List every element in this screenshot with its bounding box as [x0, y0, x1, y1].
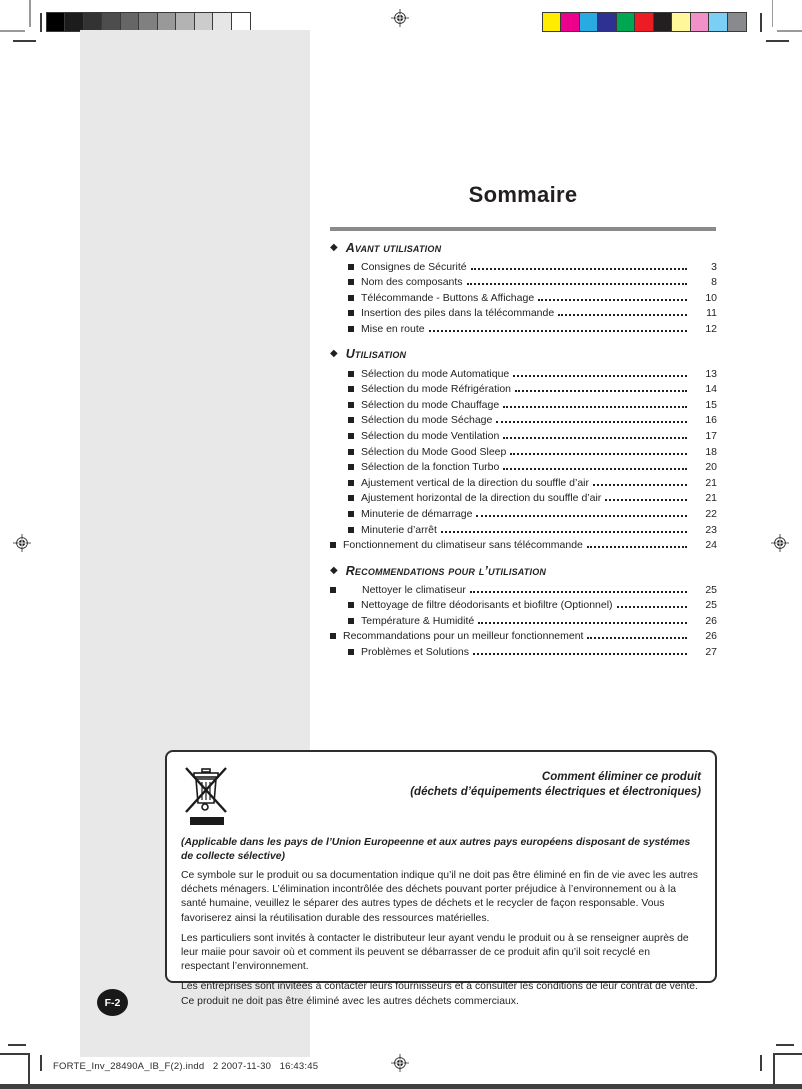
calibration-swatch	[231, 12, 251, 32]
square-bullet-icon	[348, 495, 354, 501]
diamond-bullet-icon: ◆	[330, 241, 338, 253]
toc-item	[330, 427, 717, 443]
square-bullet-icon	[348, 480, 354, 486]
calibration-swatch	[616, 12, 636, 32]
toc-item	[330, 521, 717, 537]
toc-item-label: Consignes de Sécurité	[361, 260, 467, 273]
footer-filename: FORTE_Inv_28490A_IB_F(2).indd 2 2007-11-30 16:43:45	[53, 1061, 319, 1072]
toc-item	[330, 597, 717, 613]
toc-item-label: Sélection du mode Séchage	[361, 414, 493, 427]
dotted-leader	[515, 390, 687, 392]
crop-mark	[8, 1044, 26, 1046]
crop-mark	[777, 30, 802, 32]
toc-item	[330, 381, 717, 397]
dotted-leader	[503, 468, 687, 470]
toc-item	[330, 365, 717, 381]
toc-item	[330, 258, 717, 274]
toc-section-title: Avant utilisation	[345, 240, 442, 255]
toc-section	[330, 240, 717, 336]
toc-section-heading	[330, 347, 717, 362]
weee-header	[181, 760, 701, 830]
toc-item	[330, 537, 717, 553]
toc-item-label: Sélection du mode Automatique	[361, 367, 510, 380]
toc-item-label: Sélection du Mode Good Sleep	[361, 445, 507, 458]
toc-item	[330, 320, 717, 336]
dotted-leader	[503, 437, 687, 439]
toc-item-label: Nettoyage de filtre déodorisants et biofiltre (Optionnel)	[361, 599, 613, 612]
registration-mark-icon	[391, 9, 409, 27]
calibration-swatch	[83, 12, 103, 32]
toc-item-label: Sélection du mode Chauffage	[361, 398, 500, 411]
calibration-swatch	[653, 12, 673, 32]
toc-item-label: Ajustement horizontal de la direction du souffle d’air	[361, 492, 602, 505]
crop-mark	[776, 1044, 794, 1046]
dotted-leader	[470, 591, 687, 593]
toc-item-page: 25	[705, 583, 717, 596]
square-bullet-icon	[348, 402, 354, 408]
toc-item-page: 15	[705, 398, 717, 411]
square-bullet-icon	[348, 602, 354, 608]
calibration-swatch	[634, 12, 654, 32]
diamond-bullet-icon: ◆	[330, 348, 338, 360]
calibration-swatch	[194, 12, 214, 32]
diamond-bullet-icon: ◆	[330, 564, 338, 576]
registration-mark-icon	[13, 534, 31, 552]
square-bullet-icon	[348, 433, 354, 439]
toc-item-label: Minuterie d’arrêt	[361, 523, 437, 536]
toc-item-label: Fonctionnement du climatiseur sans télécommande	[343, 539, 583, 552]
weee-paragraph: Ce symbole sur le produit ou sa documentation indique qu’il ne doit pas être éliminé en fin de vie avec les autres déchets ménagers. L’élimination incontrôlée des déchets pouvant porter préjudice à l’environnement ou à la santé humaine, veuillez le séparer des autres types de déchets et le recycler de façon responsable. Vous favoriserez ainsi la réutilisation durable des ressources matérielles.	[181, 870, 698, 924]
toc-item	[330, 581, 717, 597]
toc-item-page: 22	[705, 507, 717, 520]
registration-mark-icon	[391, 1054, 409, 1072]
dotted-leader	[587, 546, 687, 548]
calibration-swatch	[120, 12, 140, 32]
toc-item-page: 21	[705, 492, 717, 505]
crop-mark	[28, 1053, 30, 1084]
dotted-leader	[496, 421, 687, 423]
calibration-swatch	[64, 12, 84, 32]
square-bullet-icon	[348, 371, 354, 377]
toc-item-page: 8	[711, 276, 717, 289]
toc-section-heading	[330, 563, 717, 578]
toc-item-page: 12	[705, 322, 717, 335]
toc-item-label: Nettoyer le climatiseur	[362, 583, 466, 596]
toc-item-page: 20	[705, 461, 717, 474]
weee-paragraph: Les entreprises sont invitées à contacter leurs fournisseurs et à consulter les conditions de leur contrat de vente. Ce produit ne doit pas être éliminé avec les autres déchets commerciaux.	[181, 981, 698, 1007]
registration-mark-icon	[771, 534, 789, 552]
toc-item	[330, 289, 717, 305]
toc-item-page: 13	[705, 367, 717, 380]
toc-item-page: 23	[705, 523, 717, 536]
square-bullet-icon	[330, 633, 336, 639]
weee-applicability: (Applicable dans les pays de l’Union Europeenne et aux autres pays européens disposant de systémes de collecte sélective)	[181, 837, 691, 862]
toc-item	[330, 490, 717, 506]
weee-title-line2: (déchets d’équipements électriques et électroniques)	[410, 786, 701, 798]
toc-section	[330, 347, 717, 552]
toc-item-label: Mise en route	[361, 322, 425, 335]
toc-item-page: 18	[705, 445, 717, 458]
toc-item-label: Température & Humidité	[361, 614, 475, 627]
toc-item-label: Télécommande - Buttons & Affichage	[361, 291, 535, 304]
calibration-swatch	[138, 12, 158, 32]
square-bullet-icon	[348, 527, 354, 533]
calibration-swatch	[579, 12, 599, 32]
calibration-swatch	[671, 12, 691, 32]
crop-mark	[773, 1053, 775, 1084]
weee-title	[410, 770, 701, 800]
toc-section-title: Utilisation	[345, 347, 407, 362]
toc-item	[330, 443, 717, 459]
calibration-swatch	[560, 12, 580, 32]
color-bar	[543, 12, 747, 32]
calibration-swatch	[212, 12, 232, 32]
dotted-leader	[471, 268, 687, 270]
crop-mark	[772, 0, 774, 27]
toc-item-label: Minuterie de démarrage	[361, 507, 473, 520]
dotted-leader	[605, 499, 687, 501]
title-rule	[330, 227, 716, 231]
crop-mark	[760, 13, 762, 32]
toc-section-title: Recommendations pour l’utilisation	[345, 563, 547, 578]
calibration-swatch	[46, 12, 66, 32]
toc-item-page: 11	[706, 307, 717, 320]
toc-item-page: 10	[705, 291, 717, 304]
dotted-leader	[558, 314, 687, 316]
toc-item	[330, 643, 717, 659]
dotted-leader	[587, 637, 687, 639]
toc-item-label: Problèmes et Solutions	[361, 646, 469, 659]
toc-item-page: 27	[705, 646, 717, 659]
dotted-leader	[617, 606, 687, 608]
toc-item	[330, 474, 717, 490]
toc-item-label: Ajustement vertical de la direction du souffle d’air	[361, 476, 590, 489]
toc-item-label: Sélection du mode Réfrigération	[361, 383, 512, 396]
dotted-leader	[429, 330, 687, 332]
calibration-swatch	[175, 12, 195, 32]
toc-item-label: Sélection de la fonction Turbo	[361, 461, 500, 474]
square-bullet-icon	[348, 449, 354, 455]
weee-crossed-bin-icon	[185, 762, 231, 826]
calibration-swatch	[727, 12, 747, 32]
crop-mark	[0, 1053, 28, 1055]
weee-box	[165, 750, 717, 1007]
toc-item	[330, 274, 717, 290]
toc-item	[330, 505, 717, 521]
crop-mark	[40, 1055, 42, 1071]
toc-item-page: 3	[711, 260, 717, 273]
dotted-leader	[513, 375, 687, 377]
square-bullet-icon	[348, 264, 354, 270]
calibration-swatch	[542, 12, 562, 32]
toc-item	[330, 412, 717, 428]
toc-item-label: Sélection du mode Ventilation	[361, 429, 500, 442]
dotted-leader	[503, 406, 687, 408]
square-bullet-icon	[330, 542, 336, 548]
crop-mark	[766, 40, 789, 42]
crop-mark	[40, 13, 42, 32]
toc-item-page: 14	[705, 383, 717, 396]
calibration-swatch	[101, 12, 121, 32]
toc-item-page: 25	[705, 599, 717, 612]
dotted-leader	[538, 299, 687, 301]
toc-item	[330, 612, 717, 628]
weee-paragraphs	[181, 869, 701, 1009]
toc-section-heading	[330, 240, 717, 255]
calibration-swatch	[708, 12, 728, 32]
toc-item-page: 17	[705, 429, 717, 442]
toc-item-label: Insertion des piles dans la télécommande	[361, 307, 555, 320]
toc-item-page: 16	[705, 414, 717, 427]
toc	[330, 240, 717, 670]
crop-mark	[774, 1053, 802, 1055]
square-bullet-icon	[330, 587, 336, 593]
toc-item-page: 24	[705, 539, 717, 552]
square-bullet-icon	[348, 417, 354, 423]
page-bottom-edge	[0, 1084, 802, 1089]
toc-item-page: 21	[705, 476, 717, 489]
square-bullet-icon	[348, 310, 354, 316]
dotted-leader	[593, 484, 687, 486]
weee-paragraph: Les particuliers sont invités à contacter le distributeur leur ayant vendu le produit ou à se renseigner auprès de leur maiie pour savoir où et comment ils peuvent se débarrasser de ce produit afin qu’il soit recyclé en respectant l’environnement.	[181, 932, 689, 973]
crop-mark	[0, 30, 25, 32]
toc-item	[330, 459, 717, 475]
square-bullet-icon	[348, 649, 354, 655]
toc-item	[330, 305, 717, 321]
page-title: Sommaire	[468, 182, 578, 207]
dotted-leader	[473, 653, 687, 655]
toc-item-label: Recommandations pour un meilleur fonctionnement	[343, 630, 584, 643]
weee-title-line1: Comment éliminer ce produit	[541, 771, 701, 783]
dotted-leader	[476, 515, 687, 517]
square-bullet-icon	[348, 386, 354, 392]
square-bullet-icon	[348, 511, 354, 517]
square-bullet-icon	[348, 295, 354, 301]
dotted-leader	[441, 531, 687, 533]
toc-section	[330, 563, 717, 659]
toc-item-page: 26	[705, 614, 717, 627]
toc-item	[330, 628, 717, 644]
toc-item-page: 26	[705, 630, 717, 643]
dotted-leader	[478, 622, 687, 624]
dotted-leader	[510, 453, 687, 455]
square-bullet-icon	[348, 279, 354, 285]
calibration-swatch	[597, 12, 617, 32]
square-bullet-icon	[348, 464, 354, 470]
dotted-leader	[467, 283, 687, 285]
crop-mark	[29, 0, 31, 27]
toc-item	[330, 396, 717, 412]
toc-item-label: Nom des composants	[361, 276, 463, 289]
crop-mark	[13, 40, 36, 42]
square-bullet-icon	[348, 326, 354, 332]
grayscale-bar	[47, 12, 251, 32]
square-bullet-icon	[348, 618, 354, 624]
calibration-swatch	[690, 12, 710, 32]
page-number-badge: F-2	[97, 989, 128, 1016]
crop-mark	[760, 1055, 762, 1071]
calibration-swatch	[157, 12, 177, 32]
